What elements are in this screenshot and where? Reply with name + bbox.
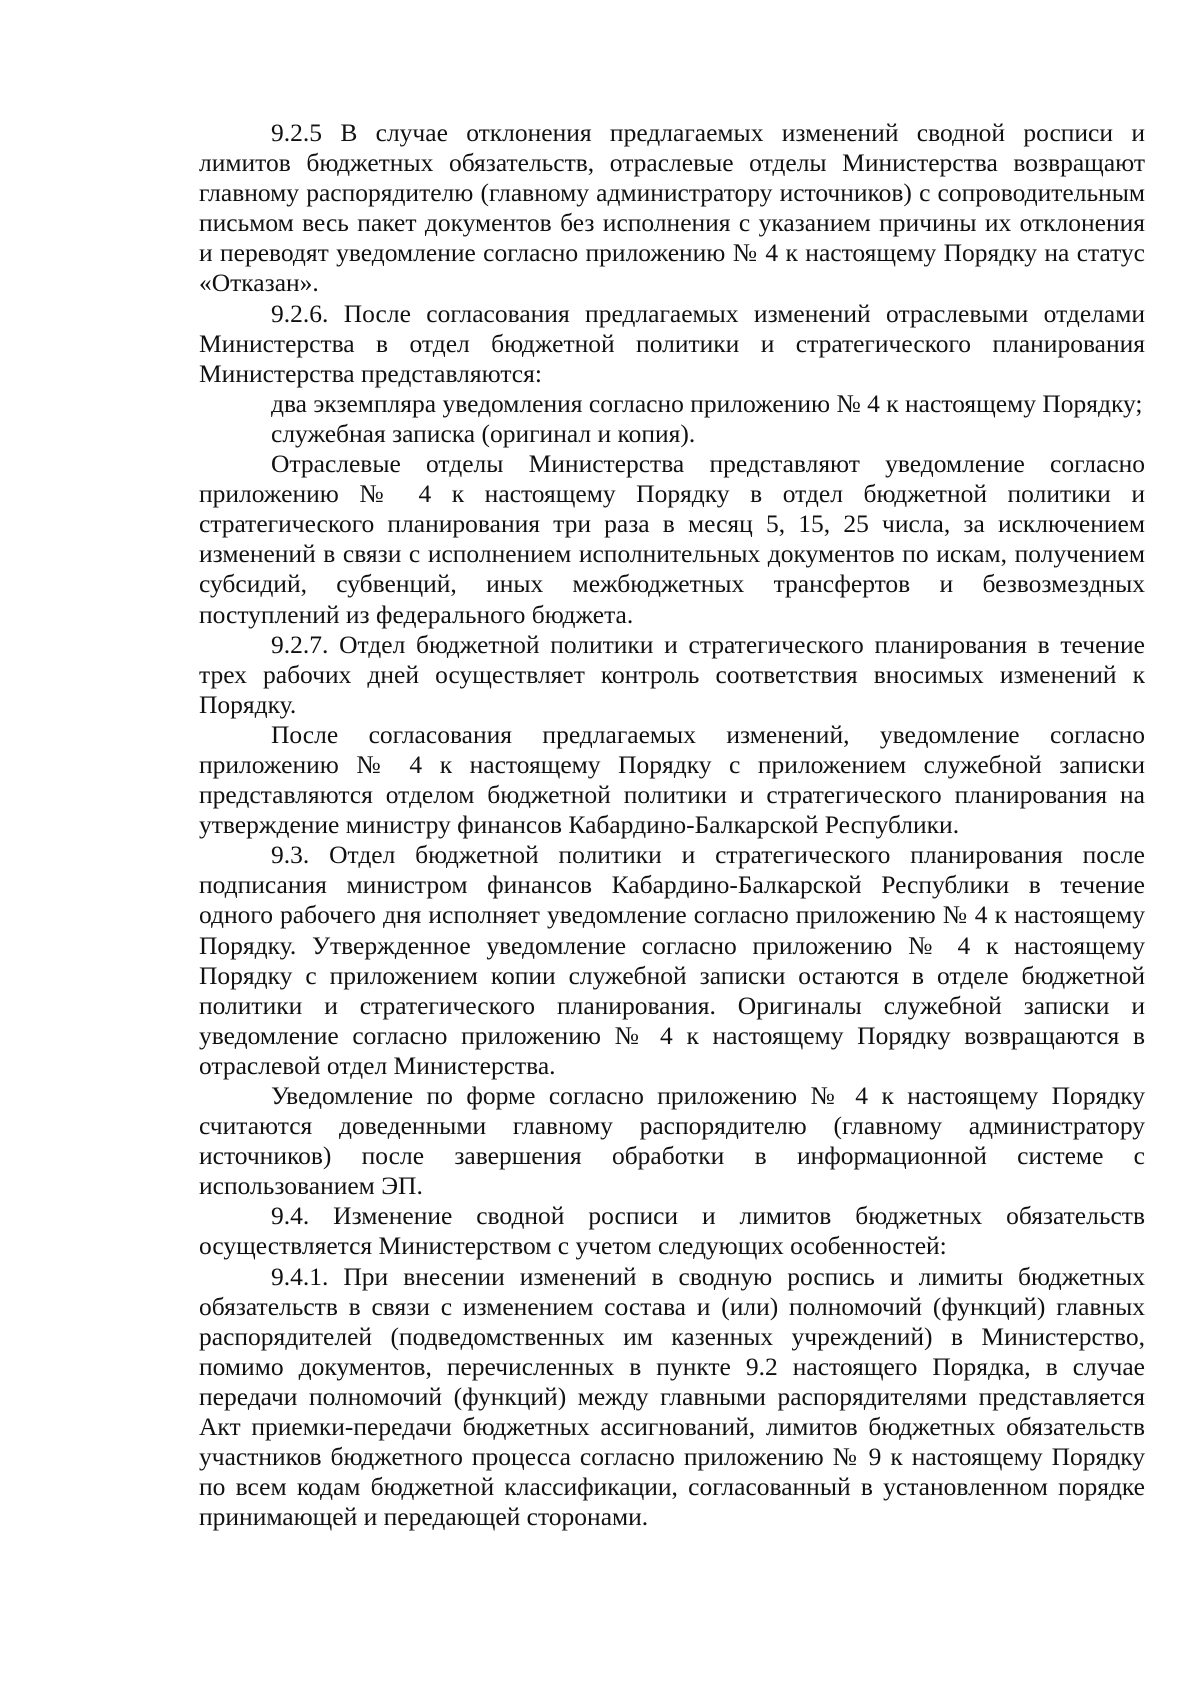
paragraph-submission-schedule: Отраслевые отделы Министерства представляют уведомление согласно приложению № 4 к настоящему Порядку в отдел бюджетной политики и стратегического планирования три раза в месяц 5, 15, 25 числа, за исключением изменений в связи с исполнением исполнительных документов по искам, получением субсидий, субвенций, иных межбюджетных трансфертов и безвозмездных поступлений из федерального бюджета. [199, 449, 1145, 629]
paragraph-approval: После согласования предлагаемых изменений, уведомление согласно приложению № 4 к настоящему Порядку с приложением служебной записки представляются отделом бюджетной политики и стратегического планирования на утверждение министру финансов Кабардино-Балкарской Республики. [199, 719, 1145, 840]
paragraph-9-4: 9.4. Изменение сводной росписи и лимитов бюджетных обязательств осуществляется Министерством с учетом следующих особенностей: [199, 1201, 1145, 1261]
paragraph-notification-delivered: Уведомление по форме согласно приложению № 4 к настоящему Порядку считаются доведенными главному распорядителю (главному администратору источников) после завершения обработки в информационной системе с использованием ЭП. [199, 1081, 1145, 1201]
document-page [199, 118, 1145, 1532]
paragraph-9-2-5: 9.2.5 В случае отклонения предлагаемых изменений сводной росписи и лимитов бюджетных обязательств, отраслевые отделы Министерства возвращают главному распорядителю (главному администратору источников) с сопроводительным письмом весь пакет документов без исполнения с указанием причины их отклонения и переводят уведомление согласно приложению № 4 к настоящему Порядку на статус «Отказан». [199, 118, 1145, 298]
paragraph-9-3: 9.3. Отдел бюджетной политики и стратегического планирования после подписания министром финансов Кабардино-Балкарской Республики в течение одного рабочего дня исполняет уведомление согласно приложению № 4 к настоящему Порядку. Утвержденное уведомление согласно приложению № 4 к настоящему Порядку с приложением копии служебной записки остаются в отделе бюджетной политики и стратегического планирования. Оригиналы служебной записки и уведомление согласно приложению № 4 к настоящему Порядку возвращаются в отраслевой отдел Министерства. [199, 840, 1145, 1080]
paragraph-9-2-7: 9.2.7. Отдел бюджетной политики и стратегического планирования в течение трех рабочих дней осуществляет контроль соответствия вносимых изменений к Порядку. [199, 629, 1145, 719]
paragraph-9-4-1: 9.4.1. При внесении изменений в сводную роспись и лимиты бюджетных обязательств в связи с изменением состава и (или) полномочий (функций) главных распорядителей (подведомственных им казенных учреждений) в Министерство, помимо документов, перечисленных в пункте 9.2 настоящего Порядка, в случае передачи полномочий (функций) между главными распорядителями представляется Акт приемки-передачи бюджетных ассигнований, лимитов бюджетных обязательств участников бюджетного процесса согласно приложению № 9 к настоящему Порядку по всем кодам бюджетной классификации, согласованный в установленном порядке принимающей и передающей сторонами. [199, 1261, 1145, 1532]
paragraph-9-2-6: 9.2.6. После согласования предлагаемых изменений отраслевыми отделами Министерства в отдел бюджетной политики и стратегического планирования Министерства представляются: [199, 298, 1145, 388]
list-item-notification-copies: два экземпляра уведомления согласно приложению № 4 к настоящему Порядку; [271, 388, 1143, 418]
list-item-memo: служебная записка (оригинал и копия). [271, 418, 696, 448]
